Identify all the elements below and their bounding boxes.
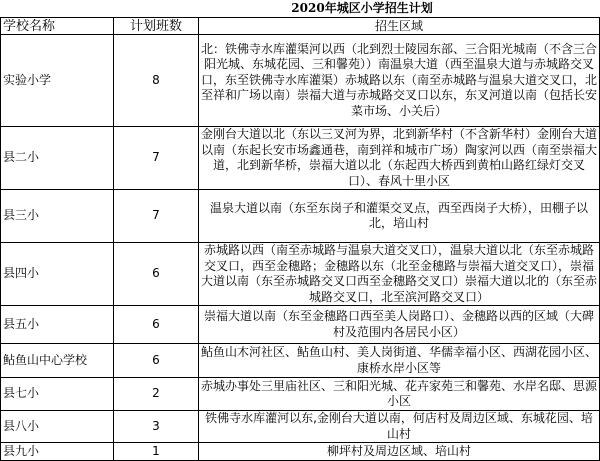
table-row — [1, 306, 600, 344]
enrollment-area: 北：铁佛寺水库灌渠河以西（北到烈士陵园东部、三合阳光城南（不含三合阳光城、东城花园、三和馨苑））南温泉大道（西至温泉大道与赤城路交叉口，东至铁佛寺水库灌渠）赤城路以东（南至赤城路与温泉大道交叉口，北至祥和广场以南）崇福大道与赤城路交叉口以东，东叉河道以南（包括长安菜市场、小关后） — [199, 35, 600, 127]
table-row — [1, 190, 600, 243]
enrollment-area: 金刚台大道以北（东以三叉河为界，北到新华村（不含新华村）金刚台大道以南（东起长安市场鑫通巷，南到祥和城市广场）陶家河以西（南至崇福大道，北到新华桥，崇福大道以北（东起西大桥西到黄柏山路红绿灯交叉口）、春风十里小区 — [199, 127, 600, 190]
class-count: 7 — [114, 190, 199, 243]
table-row — [1, 344, 600, 378]
school-name: 县四小 — [1, 243, 114, 306]
class-count: 7 — [114, 127, 199, 190]
enrollment-area: 柳坪村及周边区域、培山村 — [199, 443, 600, 461]
class-count: 1 — [114, 443, 199, 461]
class-count: 6 — [114, 243, 199, 306]
school-name: 县五小 — [1, 306, 114, 344]
enrollment-area: 温泉大道以南（东至东岗子和灌渠交叉点，西至西岗子大桥），田棚子以北，培山村 — [199, 190, 600, 243]
table-row — [1, 443, 600, 461]
class-count: 8 — [114, 35, 199, 127]
table-row — [1, 127, 600, 190]
school-name: 县二小 — [1, 127, 114, 190]
page-title: 2020年城区小学招生计划 — [291, 1, 433, 15]
school-name: 县八小 — [1, 411, 114, 443]
header-school: 学校名称 — [1, 18, 114, 35]
class-count: 2 — [114, 378, 199, 411]
enrollment-plan-table — [0, 17, 600, 461]
enrollment-area: 铁佛寺水库灌河以东,金刚台大道以南，何店村及周边区域、东城花园、培山村 — [199, 411, 600, 443]
table-row — [1, 378, 600, 411]
school-name: 县七小 — [1, 378, 114, 411]
table-row — [1, 411, 600, 443]
enrollment-area: 赤城路以西（南至赤城路与温泉大道交叉口），温泉大道以北（东至赤城路交叉口，西至金穗路；金穗路以东（北至金穗路与崇福大道交叉口），崇福大道以南（东至赤城路交叉口西至金穗路交叉口）崇福大道以北的（东至赤城路交叉口，北至滨河路交叉口） — [199, 243, 600, 306]
enrollment-area: 鲇鱼山木河社区、鲇鱼山村、美人岗街道、华儒幸福小区、西湖花园小区、康桥水岸小区等 — [199, 344, 600, 378]
table-header-row — [1, 18, 600, 35]
table-row — [1, 35, 600, 127]
school-name: 县三小 — [1, 190, 114, 243]
school-name: 鲇鱼山中心学校 — [1, 344, 114, 378]
class-count: 3 — [114, 411, 199, 443]
table-row — [1, 243, 600, 306]
header-area: 招生区域 — [199, 18, 600, 35]
school-name: 县九小 — [1, 443, 114, 461]
header-classes: 计划班数 — [114, 18, 199, 35]
enrollment-area: 赤城办事处三里庙社区、三和阳光城、花卉家苑三和馨苑、水岸名邸、思源小区 — [199, 378, 600, 411]
class-count: 6 — [114, 344, 199, 378]
class-count: 6 — [114, 306, 199, 344]
enrollment-area: 崇福大道以南（东至金穗路口西至美人岗路口）、金穗路以西的区域（大碑村及范围内各居民小区） — [199, 306, 600, 344]
school-name: 实验小学 — [1, 35, 114, 127]
